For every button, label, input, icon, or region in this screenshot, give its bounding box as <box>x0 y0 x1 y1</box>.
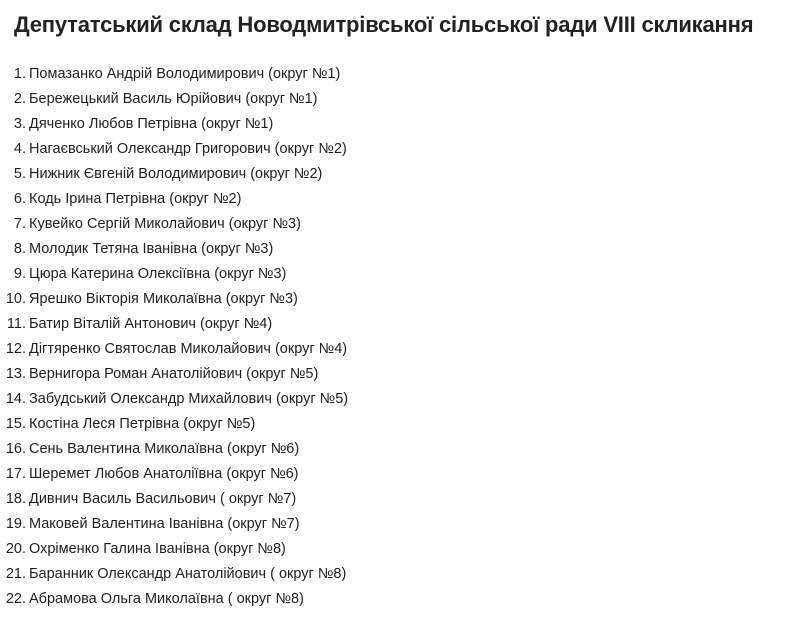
list-item-number: 7. <box>13 215 26 232</box>
list-item-number: 6. <box>13 190 26 207</box>
list-item-text: Кувейко Сергій Миколайович (округ №3) <box>29 215 301 232</box>
list-item-number: 17. <box>5 465 26 482</box>
list-item-text: Забудський Олександр Михайлович (округ №5) <box>29 390 349 407</box>
list-item <box>0 561 348 586</box>
list-item-number: 16. <box>5 440 26 457</box>
list-item <box>0 261 348 286</box>
list-item <box>0 286 348 311</box>
list-item-text: Шеремет Любов Анатоліївна (округ №6) <box>29 465 299 482</box>
list-item <box>0 236 348 261</box>
list-item-text: Нагаєвський Олександр Григорович (округ №2) <box>29 140 347 157</box>
list-item <box>0 411 348 436</box>
list-item-text: Бережецький Василь Юрійович (округ №1) <box>29 90 318 107</box>
list-item-text: Помазанко Андрій Володимирович (округ №1) <box>29 65 341 82</box>
page-title: Депутатський склад Новодмитрівської сільської ради VIII скликання <box>14 12 754 37</box>
list-item-text: Цюра Катерина Олексіївна (округ №3) <box>29 265 287 282</box>
list-item <box>0 511 348 536</box>
list-item-number: 14. <box>5 390 26 407</box>
list-item-text: Молодик Тетяна Іванівна (округ №3) <box>29 240 274 257</box>
list-item-text: Маковей Валентина Іванівна (округ №7) <box>29 515 300 532</box>
list-item <box>0 361 348 386</box>
list-item-number: 21. <box>5 565 26 582</box>
list-item <box>0 536 348 561</box>
list-item-number: 4. <box>13 140 26 157</box>
list-item-text: Вернигора Роман Анатолійович (округ №5) <box>29 365 319 382</box>
list-item <box>0 111 348 136</box>
list-item <box>0 211 348 236</box>
list-item-text: Охріменко Галина Іванівна (округ №8) <box>29 540 286 557</box>
list-item <box>0 186 348 211</box>
list-item-text: Нижник Євгеній Володимирович (округ №2) <box>29 165 323 182</box>
list-item <box>0 486 348 511</box>
list-item-number: 5. <box>13 165 26 182</box>
list-item-text: Костіна Леся Петрівна (округ №5) <box>29 415 256 432</box>
deputy-list <box>0 61 348 611</box>
list-item-number: 15. <box>5 415 26 432</box>
list-item-number: 18. <box>5 490 26 507</box>
list-item-text: Батир Віталій Антонович (округ №4) <box>29 315 273 332</box>
list-item <box>0 336 348 361</box>
list-item-number: 19. <box>5 515 26 532</box>
list-item <box>0 311 348 336</box>
list-item-text: Дігтяренко Святослав Миколайович (округ №4) <box>29 340 348 357</box>
list-item-number: 1. <box>13 65 26 82</box>
list-item-number: 20. <box>5 540 26 557</box>
list-item <box>0 136 348 161</box>
list-item-number: 12. <box>5 340 26 357</box>
list-item-number: 10. <box>5 290 26 307</box>
list-item <box>0 86 348 111</box>
list-item <box>0 461 348 486</box>
list-item <box>0 61 348 86</box>
list-item <box>0 161 348 186</box>
list-item-number: 9. <box>13 265 26 282</box>
list-item-text: Сень Валентина Миколаївна (округ №6) <box>29 440 300 457</box>
list-item-text: Абрамова Ольга Миколаївна ( округ №8) <box>29 590 304 607</box>
list-item-number: 8. <box>13 240 26 257</box>
list-item-number: 3. <box>13 115 26 132</box>
list-item-text: Баранник Олександр Анатолійович ( округ №8) <box>29 565 347 582</box>
list-item-text: Дивнич Василь Васильович ( округ №7) <box>29 490 297 507</box>
list-item-number: 13. <box>5 365 26 382</box>
list-item-number: 11. <box>6 315 26 332</box>
list-item <box>0 386 348 411</box>
list-item-text: Дяченко Любов Петрівна (округ №1) <box>29 115 274 132</box>
list-item-text: Кодь Ірина Петрівна (округ №2) <box>29 190 242 207</box>
list-item <box>0 436 348 461</box>
list-item-text: Ярешко Вікторія Миколаївна (округ №3) <box>29 290 298 307</box>
list-item-number: 22. <box>5 590 26 607</box>
list-item-number: 2. <box>13 90 26 107</box>
list-item <box>0 586 348 611</box>
